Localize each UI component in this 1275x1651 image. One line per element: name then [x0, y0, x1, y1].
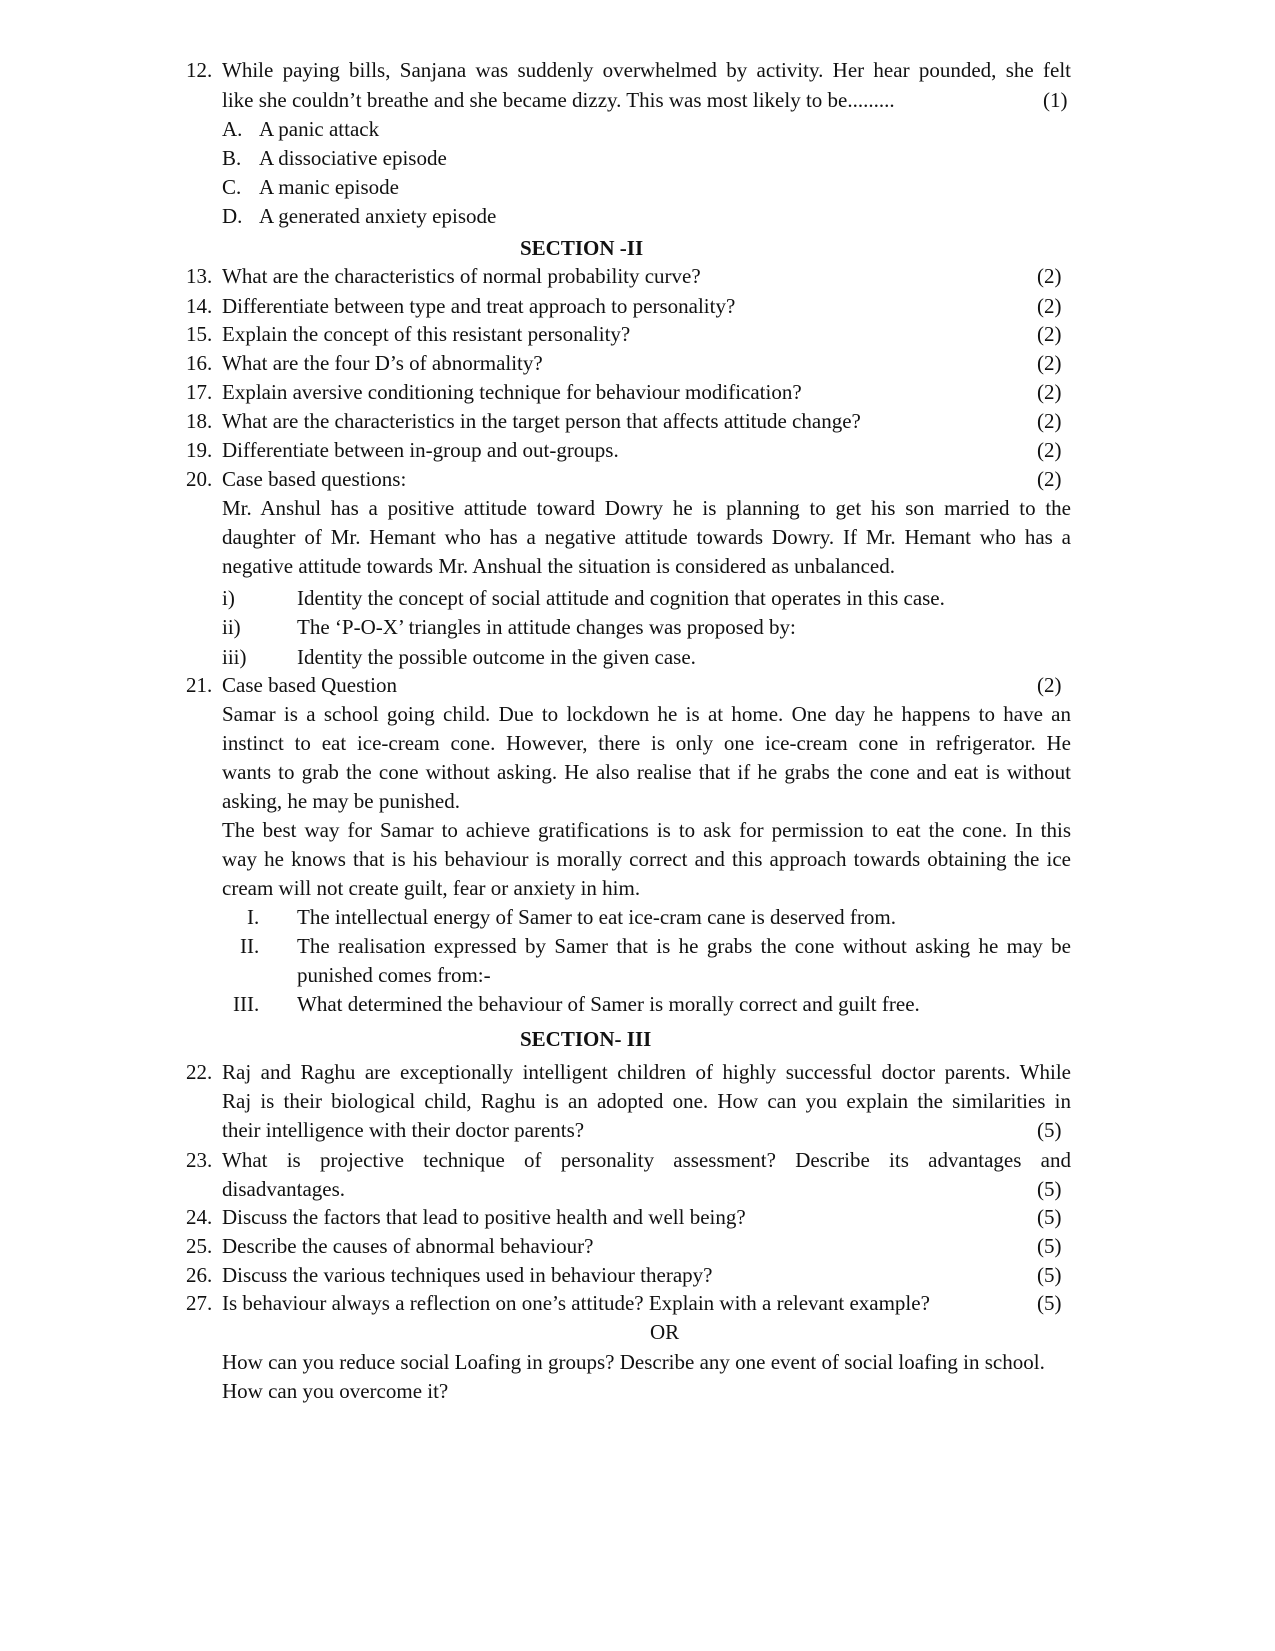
question-16-marks: (2) [1037, 351, 1062, 375]
question-12-text-line-2: like she couldn’t breathe and she became dizzy. This was most likely to be......... [222, 88, 895, 112]
question-27-alt-text-line-1: How can you reduce social Loafing in groups? Describe any one event of social loafing in school. [222, 1350, 1045, 1374]
question-26-text: Discuss the various techniques used in behaviour therapy? [222, 1263, 713, 1287]
question-13-marks: (2) [1037, 264, 1062, 288]
option-b-label: B. [222, 146, 242, 170]
question-18-text: What are the characteristics in the target person that affects attitude change? [222, 409, 861, 433]
question-number-27: 27. [186, 1291, 213, 1315]
question-number-25: 25. [186, 1234, 213, 1258]
question-20-passage-line-2: daughter of Mr. Hemant who has a negative attitude towards Dowry. If Mr. Hemant who has a [222, 525, 1071, 549]
question-21-sub-2-text-line-1: The realisation expressed by Samer that is he grabs the cone without asking he may be [297, 934, 1071, 958]
question-number-26: 26. [186, 1263, 213, 1287]
question-number-24: 24. [186, 1205, 213, 1229]
question-16-text: What are the four D’s of abnormality? [222, 351, 543, 375]
question-20-sub-iii-label: iii) [222, 645, 247, 669]
question-number-20: 20. [186, 467, 213, 491]
question-21-text: Case based Question [222, 673, 397, 697]
question-number-12: 12. [186, 58, 213, 82]
question-20-sub-i-text: Identity the concept of social attitude and cognition that operates in this case. [297, 586, 945, 610]
question-15-marks: (2) [1037, 322, 1062, 346]
question-20-sub-i-label: i) [222, 586, 235, 610]
question-number-16: 16. [186, 351, 213, 375]
section-3-heading: SECTION- III [520, 1027, 652, 1051]
question-number-13: 13. [186, 264, 213, 288]
question-24-marks: (5) [1037, 1205, 1062, 1229]
question-27-alt-text-line-2: How can you overcome it? [222, 1379, 449, 1403]
question-20-marks: (2) [1037, 467, 1062, 491]
option-d-label: D. [222, 204, 243, 228]
question-21-passage-line-3: wants to grab the cone without asking. He also realise that if he grabs the cone and eat is without [222, 760, 1071, 784]
question-number-22: 22. [186, 1060, 213, 1084]
question-20-passage-line-3: negative attitude towards Mr. Anshual the situation is considered as unbalanced. [222, 554, 896, 578]
question-number-21: 21. [186, 673, 213, 697]
option-a-text: A panic attack [259, 117, 380, 141]
question-21-sub-1-text: The intellectual energy of Samer to eat ice-cram cane is deserved from. [297, 905, 897, 929]
question-20-sub-iii-text: Identity the possible outcome in the given case. [297, 645, 696, 669]
option-c-label: C. [222, 175, 242, 199]
question-23-marks: (5) [1037, 1177, 1062, 1201]
question-21-sub-2-text-line-2: punished comes from:- [297, 963, 491, 987]
question-21-sub-3-label: III. [233, 992, 260, 1016]
question-17-text: Explain aversive conditioning technique for behaviour modification? [222, 380, 802, 404]
question-21-sub-3-text: What determined the behaviour of Samer is morally correct and guilt free. [297, 992, 920, 1016]
question-21-sub-2-label: II. [240, 934, 260, 958]
option-a-label: A. [222, 117, 243, 141]
question-12-marks: (1) [1043, 88, 1068, 112]
question-number-14: 14. [186, 294, 213, 318]
question-22-text-line-2: Raj is their biological child, Raghu is an adopted one. How can you explain the similarities in [222, 1089, 1071, 1113]
option-b-text: A dissociative episode [259, 146, 447, 170]
or-separator: OR [650, 1320, 680, 1344]
question-18-marks: (2) [1037, 409, 1062, 433]
question-number-15: 15. [186, 322, 213, 346]
question-20-passage-line-1: Mr. Anshul has a positive attitude toward Dowry he is planning to get his son married to the [222, 496, 1071, 520]
question-21-passage-line-5: The best way for Samar to achieve gratifications is to ask for permission to eat the cone. In this [222, 818, 1071, 842]
question-21-marks: (2) [1037, 673, 1062, 697]
question-21-sub-1-label: I. [247, 905, 260, 929]
question-22-text-line-1: Raj and Raghu are exceptionally intelligent children of highly successful doctor parents. While [222, 1060, 1071, 1084]
question-22-marks: (5) [1037, 1118, 1062, 1142]
question-number-17: 17. [186, 380, 213, 404]
question-20-sub-ii-label: ii) [222, 615, 241, 639]
option-d-text: A generated anxiety episode [259, 204, 497, 228]
question-21-passage-line-1: Samar is a school going child. Due to lockdown he is at home. One day he happens to have an [222, 702, 1071, 726]
question-number-23: 23. [186, 1148, 213, 1172]
question-21-passage-line-2: instinct to eat ice-cream cone. However, there is only one ice-cream cone in refrigerator. He [222, 731, 1071, 755]
question-23-text-line-1: What is projective technique of personality assessment? Describe its advantages and [222, 1148, 1071, 1172]
question-14-text: Differentiate between type and treat approach to personality? [222, 294, 736, 318]
question-number-18: 18. [186, 409, 213, 433]
question-22-text-line-3: their intelligence with their doctor parents? [222, 1118, 585, 1142]
question-17-marks: (2) [1037, 380, 1062, 404]
question-20-sub-ii-text: The ‘P-O-X’ triangles in attitude changes was proposed by: [297, 615, 796, 639]
question-20-text: Case based questions: [222, 467, 407, 491]
question-26-marks: (5) [1037, 1263, 1062, 1287]
question-21-passage-line-4: asking, he may be punished. [222, 789, 460, 813]
question-23-text-line-2: disadvantages. [222, 1177, 346, 1201]
question-21-passage-line-7: cream will not create guilt, fear or anxiety in him. [222, 876, 641, 900]
question-12-text-line-1: While paying bills, Sanjana was suddenly overwhelmed by activity. Her hear pounded, she felt [222, 58, 1071, 82]
question-15-text: Explain the concept of this resistant personality? [222, 322, 631, 346]
question-14-marks: (2) [1037, 294, 1062, 318]
question-27-marks: (5) [1037, 1291, 1062, 1315]
section-2-heading: SECTION -II [520, 236, 644, 260]
question-19-marks: (2) [1037, 438, 1062, 462]
question-25-text: Describe the causes of abnormal behaviour? [222, 1234, 594, 1258]
question-24-text: Discuss the factors that lead to positive health and well being? [222, 1205, 746, 1229]
question-21-passage-line-6: way he knows that is his behaviour is morally correct and this approach towards obtaining the ice [222, 847, 1071, 871]
question-27-text: Is behaviour always a reflection on one’s attitude? Explain with a relevant example? [222, 1291, 930, 1315]
question-19-text: Differentiate between in-group and out-groups. [222, 438, 619, 462]
question-13-text: What are the characteristics of normal probability curve? [222, 264, 701, 288]
question-number-19: 19. [186, 438, 213, 462]
option-c-text: A manic episode [259, 175, 399, 199]
question-25-marks: (5) [1037, 1234, 1062, 1258]
